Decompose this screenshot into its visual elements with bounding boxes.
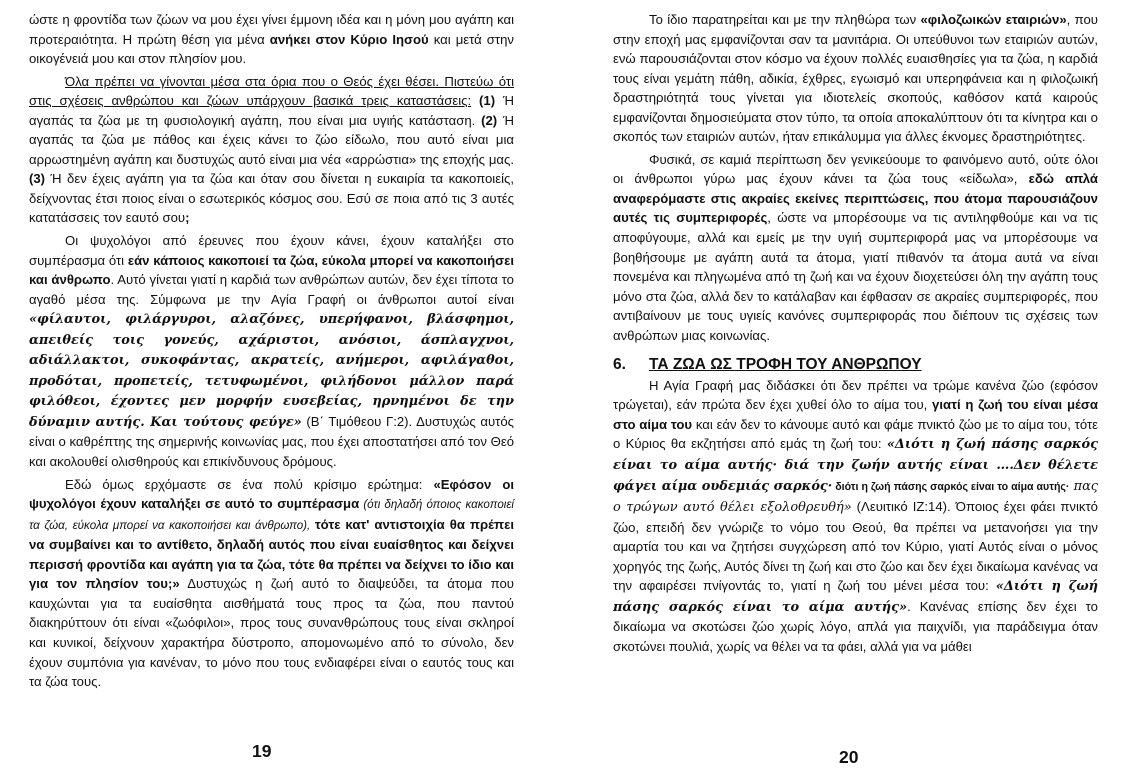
paragraph: Όλα πρέπει να γίνονται μέσα στα όρια που ο Θεός έχει θέσει. Πιστεύω ότι στις σχέσεις ανθρώπου και ζώων υπάρχουν βασικά τρεις καταστάσεις: (1) Ή αγαπάς τα ζώα με τη φυσιολογική αγάπη, που είναι μια υγιής κατάσταση. (2) Ή αγαπάς τα ζώα με πάθος και έχεις κάνει το ζώο είδωλο, που αυτό είναι μια αρρωστημένη αγάπη και δυστυχώς αυτό είναι μια νέα «αρρώστια» της εποχής μας. (3) Ή δεν έχεις αγάπη για τα ζώα και όταν σου δίνεται η ευκαιρία τα κακοποιείς, δείχνοντας έτσι ποιος είναι ο εσωτερικός κόσμος σου. Εσύ σε ποια από τις 3 αυτές κατατάσσεις τον εαυτό σου; xyxy=(29,73,514,226)
page-number: 20 xyxy=(839,747,859,767)
page-19 xyxy=(29,10,514,695)
page-20 xyxy=(613,10,1098,660)
paragraph: Το ίδιο παρατηρείται και με την πληθώρα των «φιλοζωικών εταιριών», που στην εποχή μας εμφανίζονται σαν τα μανιτάρια. Οι υπεύθυνοι των εταιριών αυτών, ενώ παρουσιάζονται στον κόσμο να έχουν πολλές ευαισθησίες για τα ζώα, η καρδιά τους είναι γεμάτη πάθη, αδικία, έχθρες, εγωισμό και υπερηφάνεια και η φιλοζωική δραστηριότητά τους γίνεται για ιδιοτελείς σκοπούς, καθόσον κατά καιρούς εμφανίζονται δημοσιεύματα στον τύπο, τα οποία αποκαλύπτουν ότι τα κίνητρα και ο σκοπός των εταιριών αυτών, ήταν επικάλυμμα για άλλες έκνομες δραστηριότητες. xyxy=(613,12,1098,145)
paragraph: Η Αγία Γραφή μας διδάσκει ότι δεν πρέπει να τρώμε κανένα ζώο (εφόσον τρώγεται), εάν πρώτα δεν έχει χυθεί όλο το αίμα του, γιατί η ζωή του είναι μέσα στο αίμα του και εάν δεν το κάνουμε αυτό και φάμε πνικτό ζώο με το αίμα του, τότε ο Κύριος θα εκζητήσει από εμάς τη ζωή του: «Διότι η ζωή πάσης σαρκός είναι το αίμα αυτής· διά την ζωήν αυτής είναι ….Δεν θέλετε φάγει αίμα ουδεμιάς σαρκός· διότι η ζωή πάσης σαρκός είναι το αίμα αυτής· πας ο τρώγων αυτό θέλει εξολοθρευθή» (Λευιτικό ΙΖ:14). Όποιος έχει φάει πνικτό ζώο, επειδή δεν γνώριζε το νόμο του Θεού, θα πρέπει να μετανοήσει για την αμαρτία του και να ζητήσει συγχώρεση από τον Κύριο, γιατί Αυτός είναι ο μόνος χορηγός της ζωής, Αυτός δίνει τη ζωή και στο ζώο και δεν έχει δικαίωμα κανένας να την αφαιρέσει πνίγοντάς το, γιατί η ζωή του μένει μέσα του: «Διότι η ζωή πάσης σαρκός είναι το αίμα αυτής». Κανένας επίσης δεν έχει το δικαίωμα να σκοτώσει ζώο χωρίς λόγο, απλά για παιχνίδι, για παράδειγμα όταν σκοτώνει πουλιά, χωρίς να θέλει να τα φάει, αλλά για να μάθει xyxy=(613,377,1099,654)
section-number: 6. xyxy=(613,356,626,374)
paragraph: Οι ψυχολόγοι από έρευνες που έχουν κάνει, έχουν καταλήξει στο συμπέρασμα ότι εάν κάποιος κακοποιεί τα ζώα, εύκολα μπορεί να κακοποιήσει και άνθρωπο. Αυτό γίνεται γιατί η καρδιά των ανθρώπων αυτών, δεν έχει τίποτα το αγαθό μέσα της. Σύμφωνα με την Αγία Γραφή οι άνθρωποι αυτοί είναι «φίλαυτοι, φιλάργυροι, αλαζόνες, υπερήφανοι, βλάσφημοι, απειθείς τοις γονεύς, αχάριστοι, ανόσιοι, άσπλαγχνοι, αδιάλλακτοι, συκοφάντας, ακρατείς, ανήμεροι, αφιλάγαθοι, προδόται, προπετείς, τετυφωμένοι, φιλήδονοι μάλλον παρά φιλόθεοι, έχοντες μεν μορφήν ευσεβείας, ηρνημένοι δε την δύναμιν αυτής. Και τούτους φεύγε» (Β΄ Τιμόθεου Γ:2). Δυστυχώς αυτός είναι ο καθρέπτης της σημερινής κοινωνίας μας, που έχει αποστατήσει από τον Θεό και ακολουθεί ολισθηρούς και επικίνδυνους δρόμους. xyxy=(29,233,514,470)
paragraph: Φυσικά, σε καμιά περίπτωση δεν γενικεύουμε το φαινόμενο αυτό, ούτε όλοι οι άνθρωποι γύρω μας έχουν κάνει τα ζώα τους «είδωλα», εδώ απλά αναφερόμαστε στις ακραίες εκείνες περιπτώσεις, που άτομα παρουσιάζουν αυτές τις συμπεριφορές, ώστε να μπορέσουμε να τις αντιληφθούμε και να τις αποφύγουμε, αλλά και εμείς με την υγιή συμπεριφορά μας να μπορέσουμε να βοηθήσουμε με αγάπη αυτά τα άτομα, γιατί πιθανόν τα άτομα αυτά να είναι πονεμένα και πληγωμένα από τη ζωή και να έχουν διοχετεύσει όλη την αγάπη τους μόνο στα ζώα, αλλά δεν το κατάλαβαν και έφθασαν σε ακραίες συμπεριφορές, που αντιβαίνουν με τους υγιείς κανόνες συμπεριφοράς που διέπουν τις σχέσεις των ανθρώπων μιας κοινωνίας. xyxy=(613,151,1099,343)
paragraph: Εδώ όμως ερχόμαστε σε ένα πολύ κρίσιμο ερώτημα: «Εφόσον οι ψυχολόγοι έχουν καταλήξει σε αυτό το συμπέρασμα (ότι δηλαδή όποιος κακοποιεί τα ζώα, εύκολα μπορεί να κακοποιήσει και άνθρωπο), τότε κατ' αντιστοιχία θα πρέπει να συμβαίνει και το αντίθετο, δηλαδή αυτός που είναι ευαίσθητος και δείχνει περισσή φροντίδα και αγάπη για τα ζώα, τότε θα πρέπει να δείχνει το ίδιο και για τον πλησίον του;» Δυστυχώς η ζωή αυτό το διαψεύδει, τα άτομα που καυχώνται για τα ευαίσθητα αισθήματά τους προς τα ζώα, που παντού διακηρύττουν ότι είναι «ζωόφιλοι», προς τους συνανθρώπους τους είναι σκληροί και κυνικοί, δείχνουν χαρακτήρα δύστροπο, απομονωμένο από το σύνολο, δεν έχουν συμπόνια για κανέναν, το μόνο που τους ενδιαφέρει είναι ο εαυτός τους και τα ζώα τους. xyxy=(29,476,515,690)
section-heading xyxy=(613,355,1098,375)
section-title: ΤΑ ΖΩΑ ΩΣ ΤΡΟΦΗ ΤΟΥ ΑΝΘΡΩΠΟΥ xyxy=(649,356,922,374)
paragraph: ώστε η φροντίδα των ζώων να μου έχει γίνει έμμονη ιδέα και η μόνη μου αγάπη και προτεραιότητα. Η πρώτη θέση για μένα ανήκει στον Κύριο Ιησού και μετά στην οικογένειά μου και στον πλησίον μου. xyxy=(29,12,514,67)
page-number: 19 xyxy=(252,741,272,761)
